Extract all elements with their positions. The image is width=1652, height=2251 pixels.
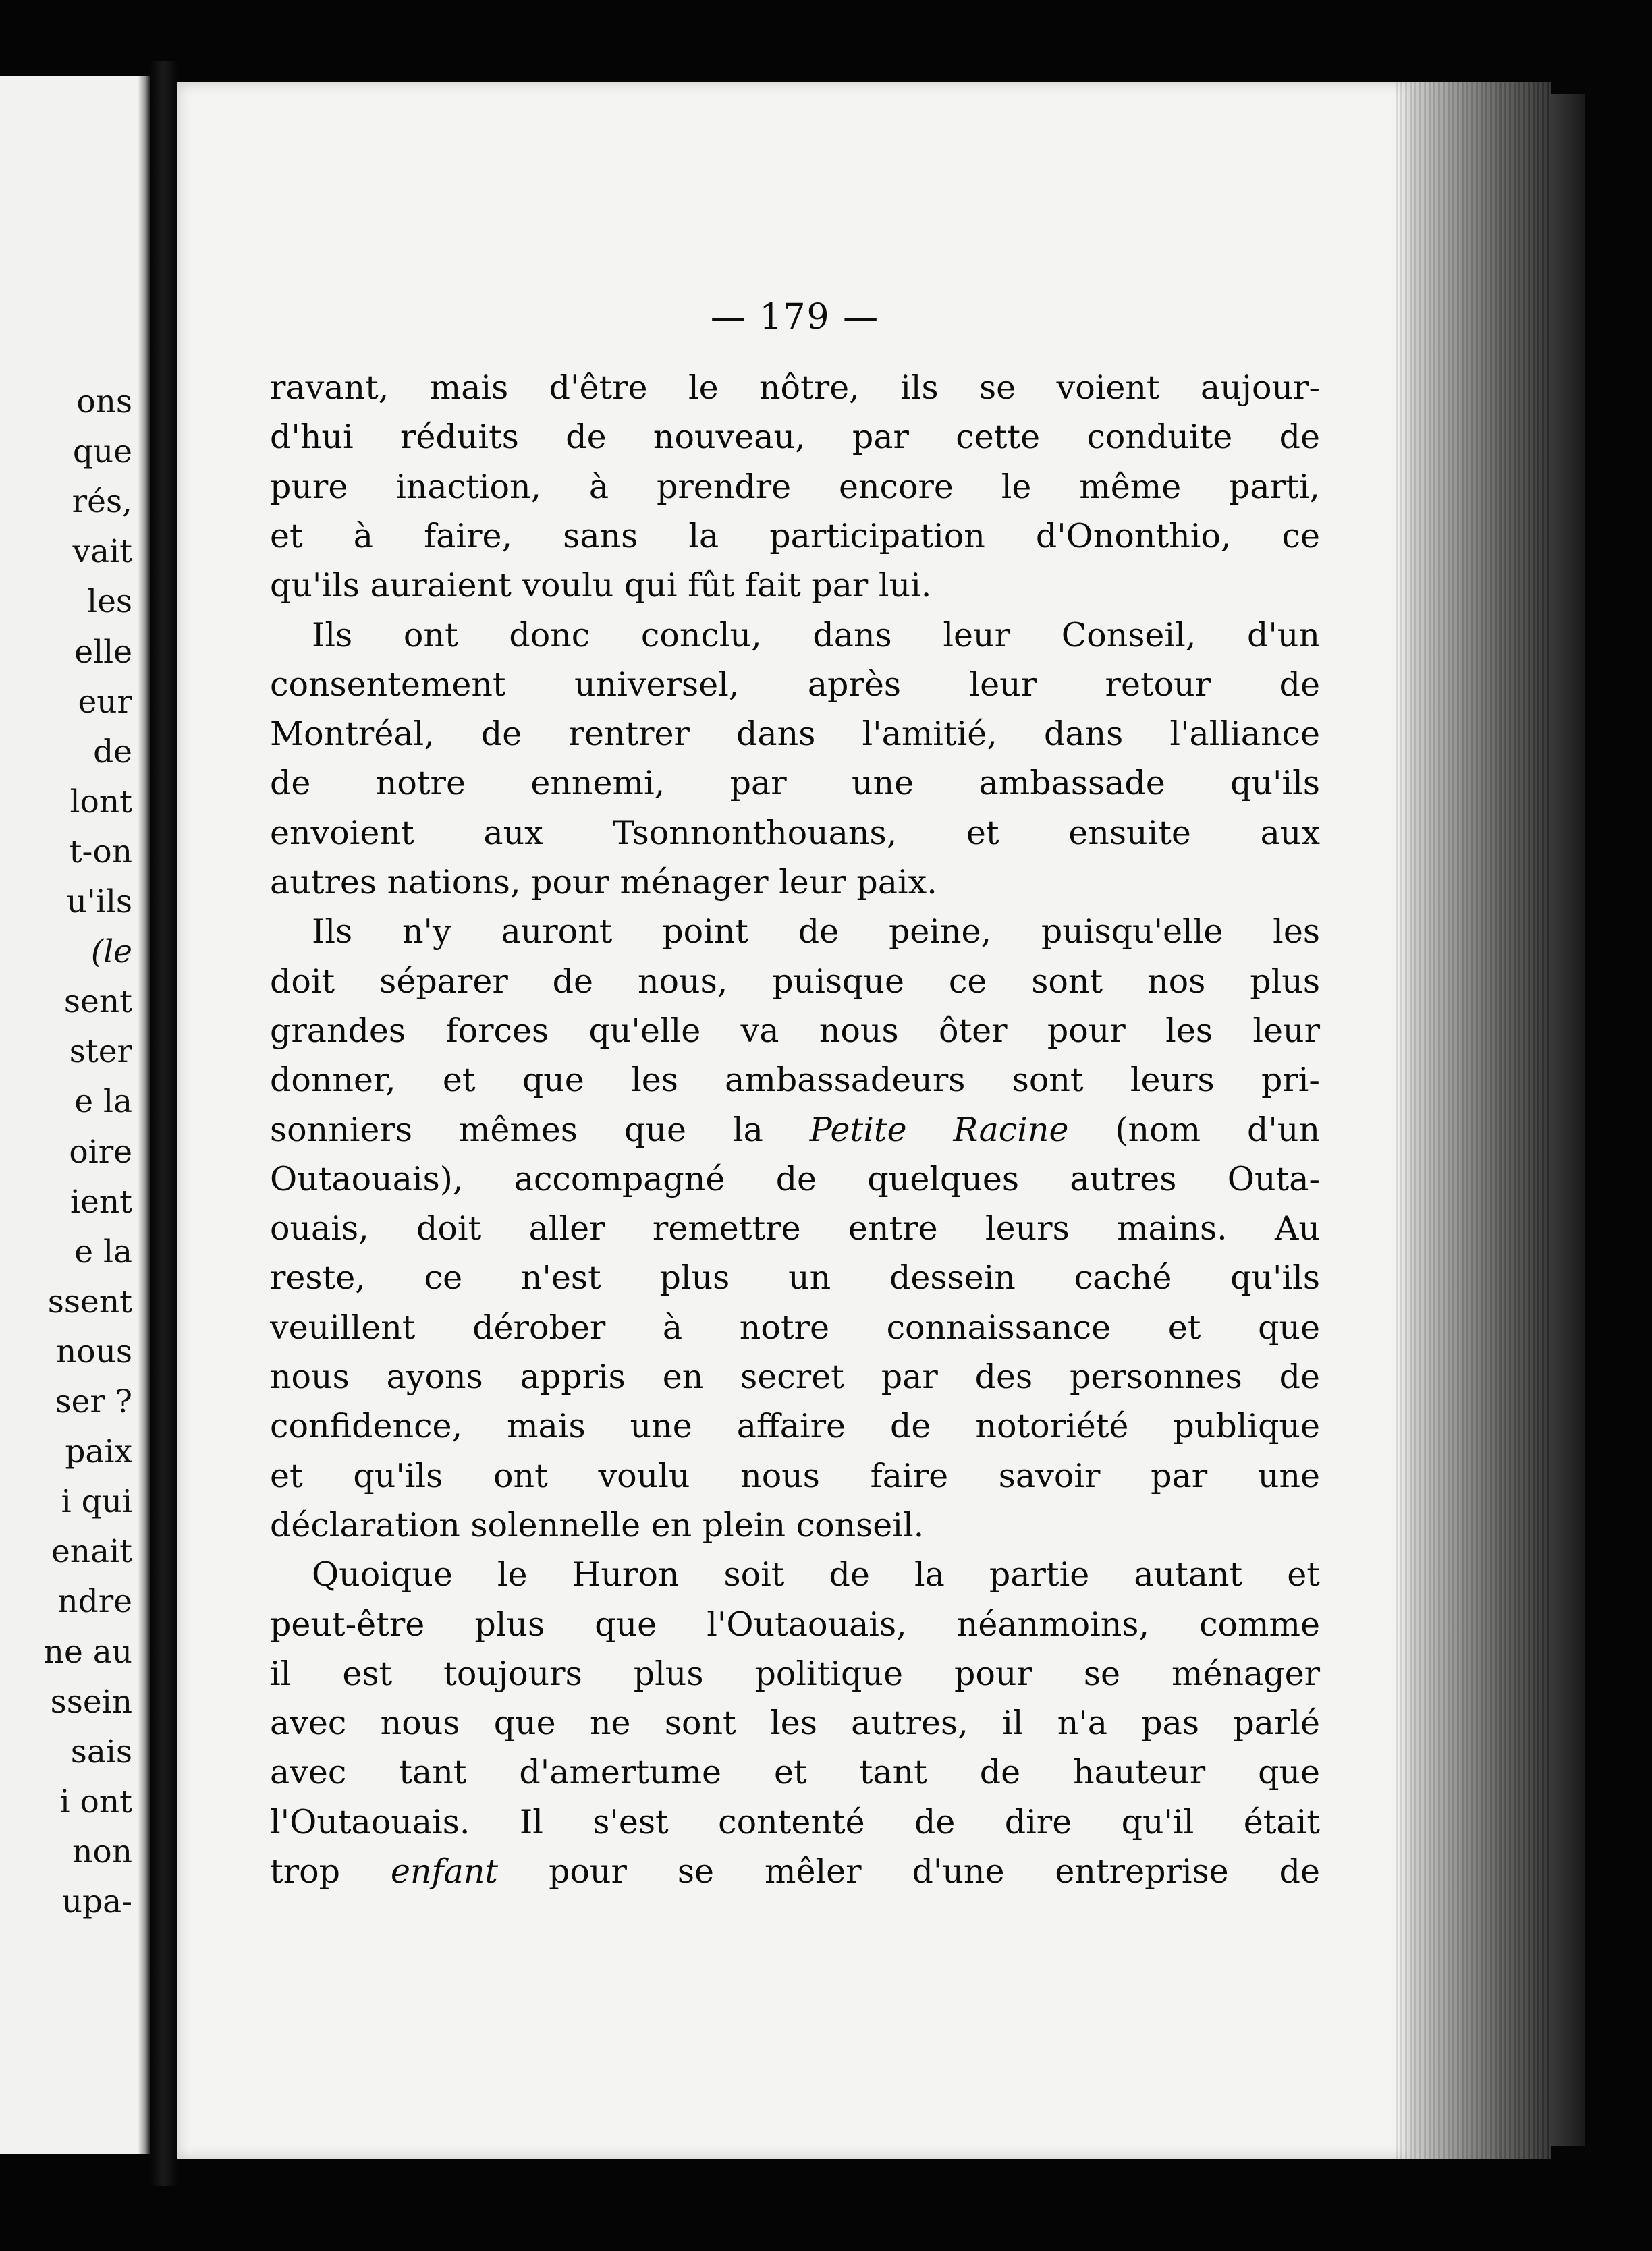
text-line: qu'ils auraient voulu qui fût fait par lui.	[270, 566, 932, 605]
text-line: confidence, mais une affaire de notoriété publique	[270, 1407, 1320, 1446]
text-line: de notre ennemi, par une ambassade qu'ils	[270, 764, 1320, 803]
text-line: il est toujours plus politique pour se ménager	[270, 1654, 1320, 1693]
text-line: d'hui réduits de nouveau, par cette conduite de	[270, 418, 1320, 457]
text-line: déclaration solennelle en plein conseil.	[270, 1505, 925, 1545]
text-line: Ils ont donc conclu, dans leur Conseil, d'un	[312, 615, 1320, 655]
facing-page-line: nous	[56, 1333, 132, 1370]
facing-page-fragment	[0, 76, 150, 2154]
book-cover-edge	[1551, 94, 1585, 2146]
facing-page-line: i ont	[59, 1783, 132, 1821]
text-line: reste, ce n'est plus un dessein caché qu'ils	[270, 1258, 1320, 1298]
text-line: donner, et que les ambassadeurs sont leurs pri-	[270, 1061, 1320, 1100]
facing-page-line: non	[72, 1833, 132, 1870]
text-segment: pour se mêler d'une entreprise de	[498, 1852, 1321, 1891]
text-line: ravant, mais d'être le nôtre, ils se voient aujour-	[270, 368, 1320, 407]
page-block-edge	[1396, 82, 1551, 2159]
text-line	[270, 1852, 1321, 1891]
facing-page-line: de	[93, 733, 132, 771]
facing-page-line: ster	[69, 1033, 132, 1071]
facing-page-edge	[138, 76, 150, 2154]
facing-page-line: u'ils	[66, 883, 132, 920]
text-line: avec nous que ne sont les autres, il n'a pas parlé	[270, 1704, 1320, 1743]
text-line: avec tant d'amertume et tant de hauteur que	[270, 1753, 1320, 1792]
text-line	[270, 1110, 1321, 1149]
text-segment: sonniers mêmes que la	[270, 1110, 810, 1149]
facing-page-line: t-on	[69, 833, 132, 870]
facing-page-line: i qui	[61, 1483, 132, 1521]
text-line: consentement universel, après leur retour de	[270, 665, 1320, 704]
italic-term: Petite Racine	[809, 1110, 1069, 1149]
text-line: envoient aux Tsonnonthouans, et ensuite aux	[270, 813, 1320, 852]
facing-page-line: sent	[63, 983, 132, 1021]
text-line: et à faire, sans la participation d'Ononthio, ce	[270, 516, 1320, 555]
text-line: veuillent dérober à notre connaissance et que	[270, 1308, 1320, 1347]
facing-page-line: (le	[90, 933, 132, 971]
facing-page-line: lont	[70, 783, 132, 821]
text-line: et qu'ils ont voulu nous faire savoir par une	[270, 1456, 1320, 1495]
facing-page-line: rés,	[72, 483, 132, 521]
text-line: ouais, doit aller remettre entre leurs mains. Au	[270, 1209, 1320, 1248]
text-line: Quoique le Huron soit de la partie autant et	[312, 1555, 1320, 1594]
book-page	[177, 82, 1479, 2159]
text-line: pure inaction, à prendre encore le même parti,	[270, 467, 1320, 506]
facing-page-line: oire	[69, 1133, 132, 1171]
facing-page-line: e la	[74, 1083, 132, 1121]
facing-page-line: les	[87, 583, 132, 621]
text-line: nous ayons appris en secret par des personnes de	[270, 1358, 1320, 1396]
text-line: peut-être plus que l'Outaouais, néanmoins, comme	[270, 1605, 1320, 1644]
facing-page-line: ndre	[57, 1583, 132, 1621]
facing-page-line: ient	[70, 1183, 132, 1221]
text-segment: (nom d'un	[1068, 1110, 1321, 1149]
book-gutter	[150, 61, 177, 2186]
facing-page-line: paix	[65, 1433, 132, 1471]
facing-page-line: vait	[72, 533, 132, 571]
text-line: Ils n'y auront point de peine, puisqu'elle les	[312, 912, 1320, 951]
facing-page-line: eur	[78, 683, 132, 721]
text-line: Outaouais), accompagné de quelques autres Outa-	[270, 1159, 1320, 1198]
italic-term: enfant	[390, 1852, 499, 1891]
facing-page-line: ssein	[50, 1683, 132, 1721]
facing-page-line: ssent	[47, 1283, 132, 1321]
facing-page-line: sais	[70, 1733, 132, 1771]
text-line: grandes forces qu'elle va nous ôter pour les leur	[270, 1011, 1320, 1050]
facing-page-line: que	[72, 433, 132, 471]
text-line: l'Outaouais. Il s'est contenté de dire qu'il était	[270, 1802, 1320, 1841]
page-number: — 179 —	[710, 297, 880, 337]
text-line: Montréal, de rentrer dans l'amitié, dans l'alliance	[270, 715, 1320, 754]
text-segment: trop	[270, 1852, 391, 1891]
facing-page-line: ser ?	[55, 1383, 132, 1420]
facing-page-line: ons	[76, 383, 132, 420]
facing-page-line: e la	[74, 1233, 132, 1271]
facing-page-line: elle	[74, 633, 132, 671]
text-line: doit séparer de nous, puisque ce sont nos plus	[270, 962, 1320, 1001]
text-line: autres nations, pour ménager leur paix.	[270, 863, 937, 901]
facing-page-line: ne au	[43, 1633, 132, 1671]
facing-page-line: upa-	[61, 1883, 132, 1920]
facing-page-line: enait	[51, 1533, 132, 1571]
